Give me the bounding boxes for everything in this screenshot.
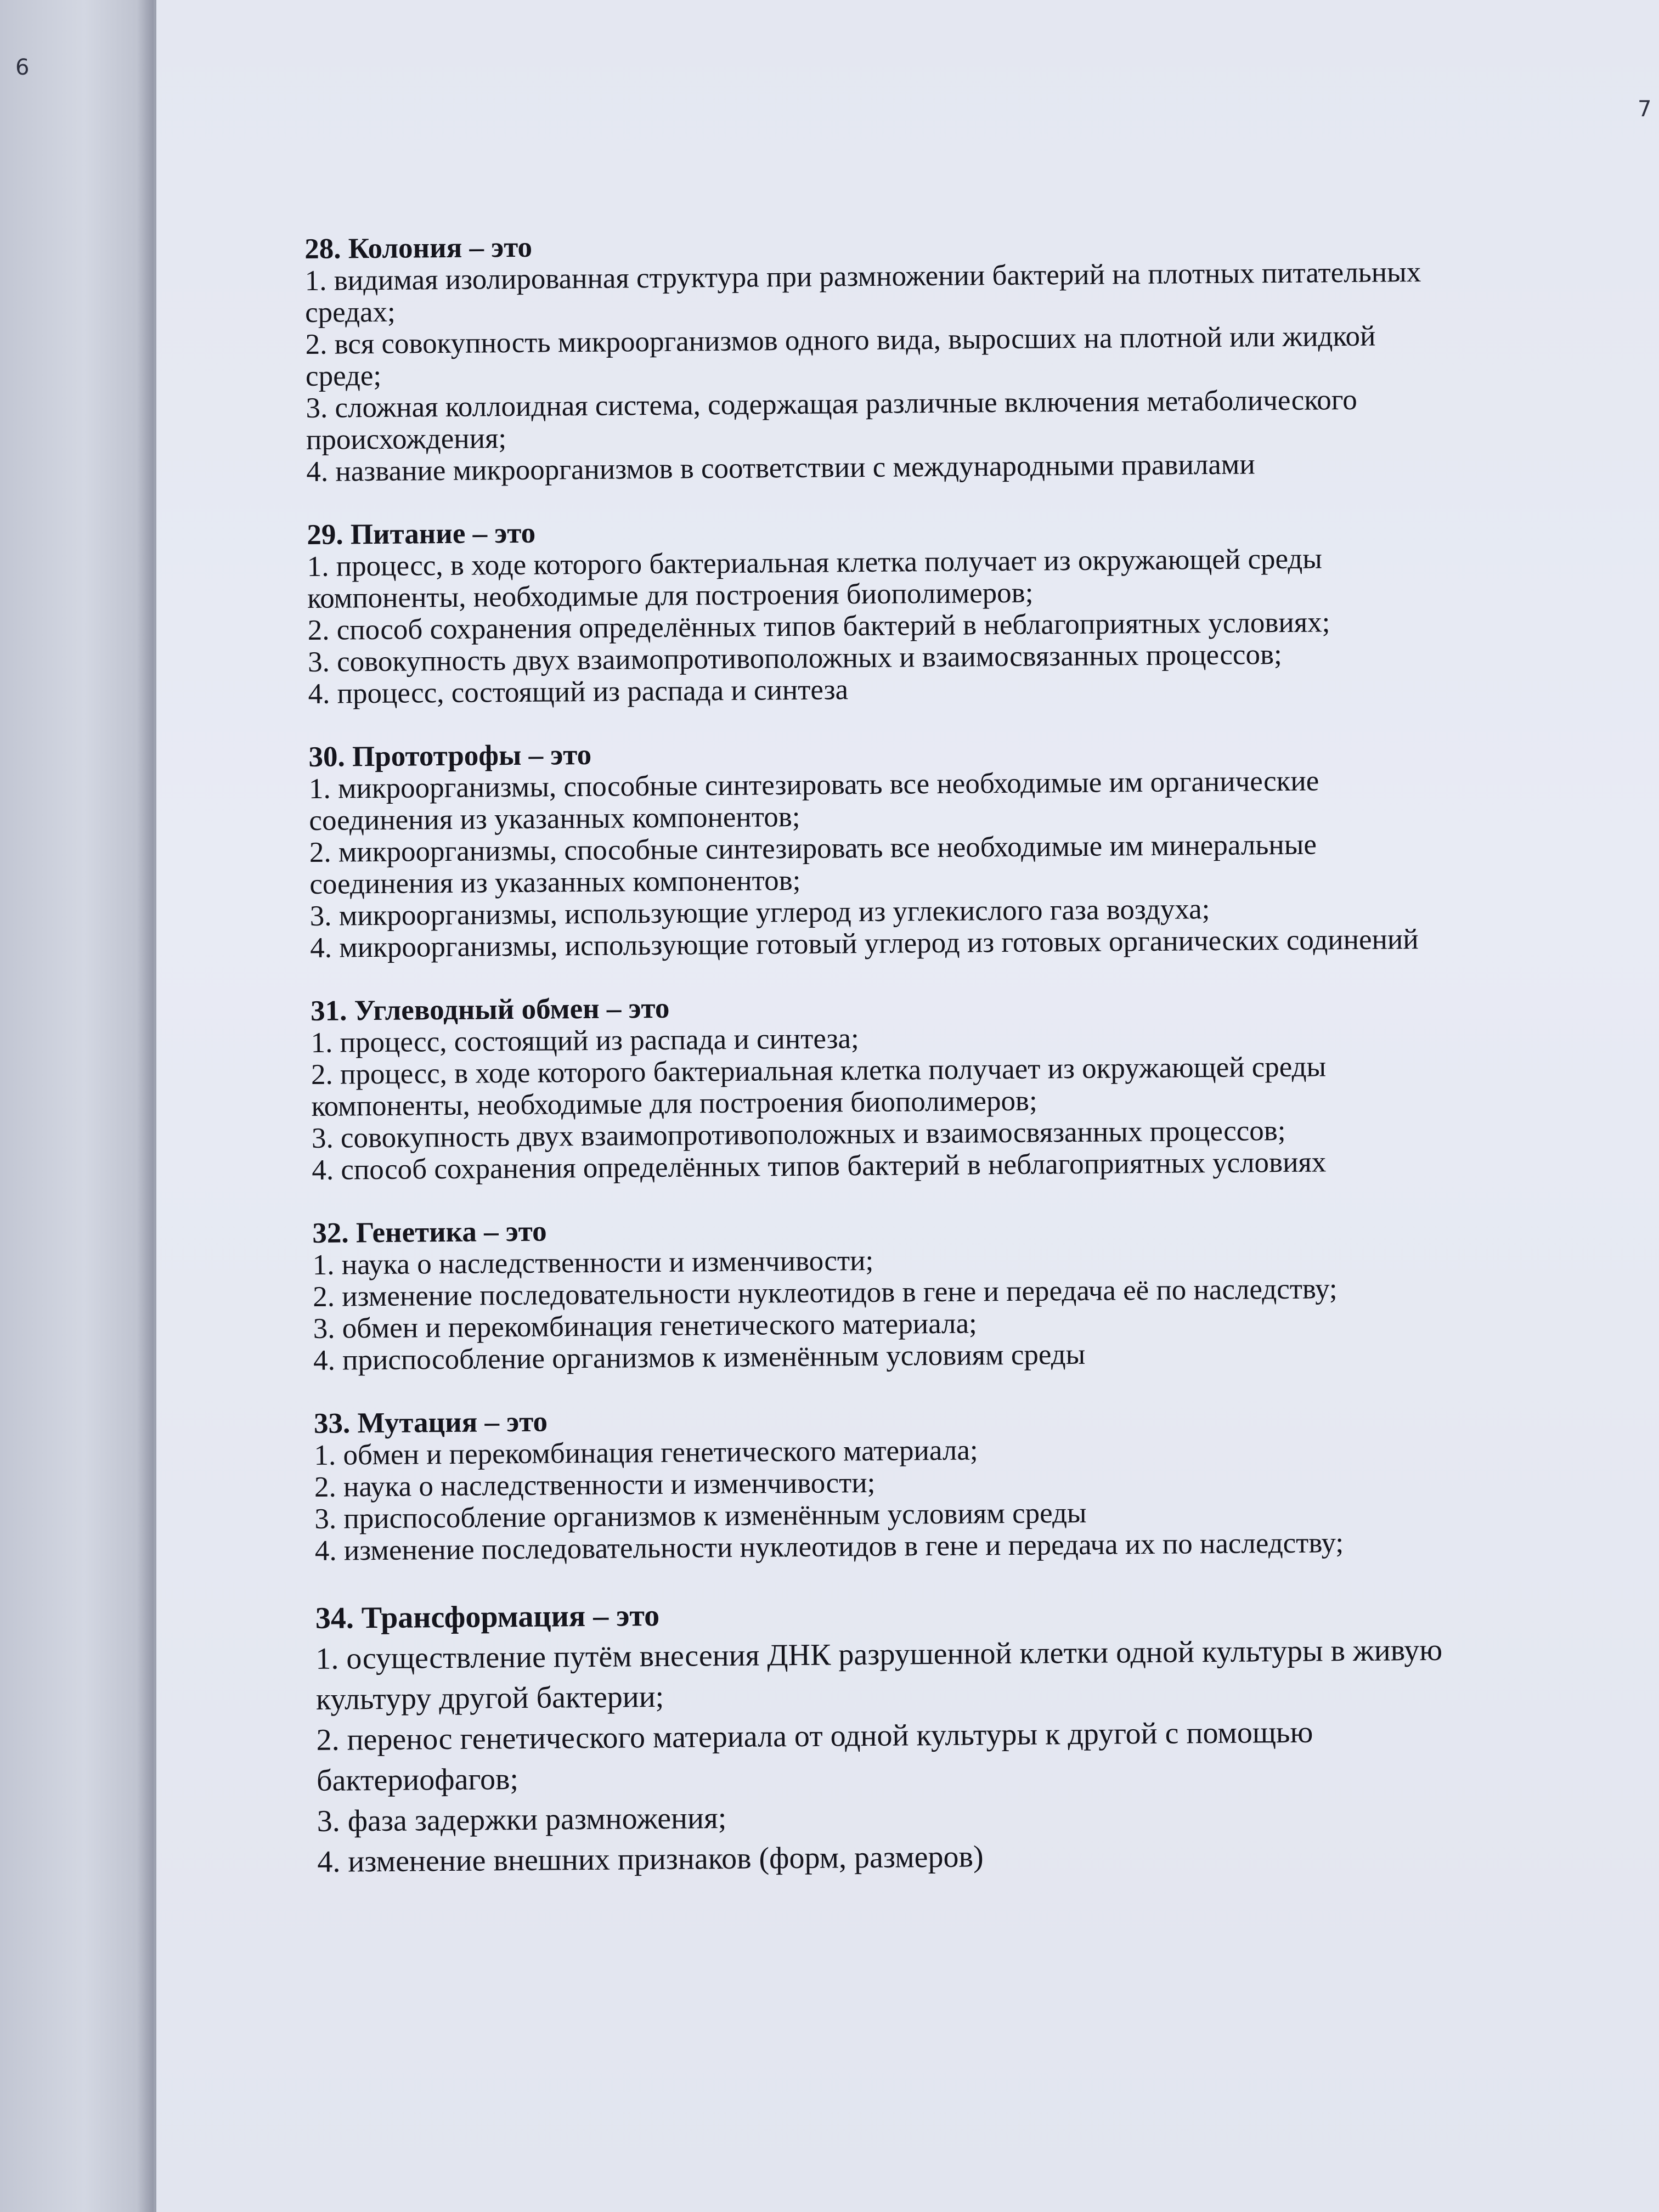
answer-line: 1. процесс, в ходе которого бактериальная клетка получает из окружающей среды [307, 543, 1323, 583]
answer-line: 4. процесс, состоящий из распада и синтеза [308, 674, 849, 710]
question-30 [308, 731, 1550, 964]
answer-line: 2. способ сохранения определённых типов бактерий в неблагоприятных условиях; [307, 606, 1330, 646]
question-28 [304, 223, 1547, 488]
answer-line: культуру другой бактерии; [315, 1679, 664, 1717]
answer-line: 1. микроорганизмы, способные синтезировать все необходимые им органические [308, 765, 1319, 805]
answer-line: 3. микроорганизмы, использующие углерод из углекислого газа воздуха; [309, 893, 1210, 932]
answer-line: 1. осуществление путём внесения ДНК разрушенной клетки одной культуры в живую [315, 1633, 1443, 1676]
answer-line: 4. микроорганизмы, использующие готовый углерод из готовых органических содинений [310, 923, 1419, 964]
answer-line: 4. изменение последовательности нуклеотидов в гене и передача их по наследству; [314, 1527, 1344, 1567]
answer-line: происхождения; [306, 422, 507, 456]
answer-line: компоненты, необходимые для построения биополимеров; [307, 577, 1034, 614]
answer-line: 1. видимая изолированная структура при размножении бактерий на плотных питательных [304, 256, 1421, 297]
answer-line: 3. фаза задержки размножения; [317, 1801, 727, 1838]
answer-line: соединения из указанных компонентов; [309, 800, 800, 837]
left-page-number: 6 [15, 55, 30, 80]
answer-line: соединения из указанных компонентов; [309, 864, 801, 900]
answer-line: 2. перенос генетического материала от одной культуры к другой с помощью [316, 1715, 1313, 1757]
answer-line: 3. обмен и перекомбинация генетического материала; [313, 1307, 977, 1345]
answer-line: 4. название микроорганизмов в соответствии с международными правилами [306, 448, 1255, 488]
left-page [0, 0, 154, 2212]
answer-line: 3. совокупность двух взаимопротивоположных и взаимосвязанных процессов; [311, 1115, 1286, 1154]
answer-line: 2. вся совокупность микроорганизмов одного вида, выросших на плотной или жидкой [305, 320, 1376, 360]
answer-line: 2. наука о наследственности и изменчивости; [314, 1466, 876, 1503]
question-list [304, 223, 1558, 1914]
question-title: 31. Углеводный обмен – это [310, 992, 670, 1027]
answer-line: компоненты, необходимые для построения биополимеров; [311, 1085, 1037, 1122]
answer-line: 3. сложная коллоидная система, содержащая различные включения метаболического [306, 383, 1357, 424]
question-34 [315, 1588, 1558, 1882]
question-31 [311, 985, 1552, 1186]
answer-line: 1. наука о наследственности и изменчивости; [312, 1244, 874, 1281]
question-title: 34. Трансформация – это [315, 1598, 660, 1635]
question-29 [307, 509, 1548, 710]
answer-line: 4. способ сохранения определённых типов бактерий в неблагоприятных условиях [312, 1146, 1327, 1186]
question-title: 33. Мутация – это [313, 1406, 548, 1440]
answer-line: 1. процесс, состоящий из распада и синтеза; [311, 1023, 860, 1059]
answer-line: 4. изменение внешних признаков (форм, размеров) [317, 1839, 984, 1879]
answer-line: 2. процесс, в ходе которого бактериальная клетка получает из окружающей среды [311, 1051, 1327, 1091]
answer-line: 3. приспособление организмов к изменённым условиям среды [314, 1497, 1087, 1535]
question-33 [314, 1398, 1555, 1567]
right-page-number: 7 [1638, 97, 1652, 122]
answer-line: 2. микроорганизмы, способные синтезировать все необходимые им минеральные [309, 828, 1317, 868]
answer-line: 3. совокупность двух взаимопротивоположных и взаимосвязанных процессов; [307, 639, 1282, 678]
question-title: 28. Колония – это [304, 231, 533, 265]
answer-line: среде; [305, 359, 382, 392]
question-title: 32. Генетика – это [312, 1215, 547, 1249]
question-title: 30. Прототрофы – это [308, 738, 592, 773]
question-32 [312, 1207, 1553, 1376]
answer-line: 1. обмен и перекомбинация генетического материала; [314, 1434, 978, 1471]
answer-line: средах; [304, 296, 396, 329]
answer-line: 4. приспособление организмов к изменённым условиям среды [313, 1338, 1086, 1376]
answer-line: бактериофагов; [316, 1762, 519, 1798]
answer-line: 2. изменение последовательности нуклеотидов в гене и передача её по наследству; [313, 1273, 1338, 1313]
question-title: 29. Питание – это [307, 517, 536, 551]
